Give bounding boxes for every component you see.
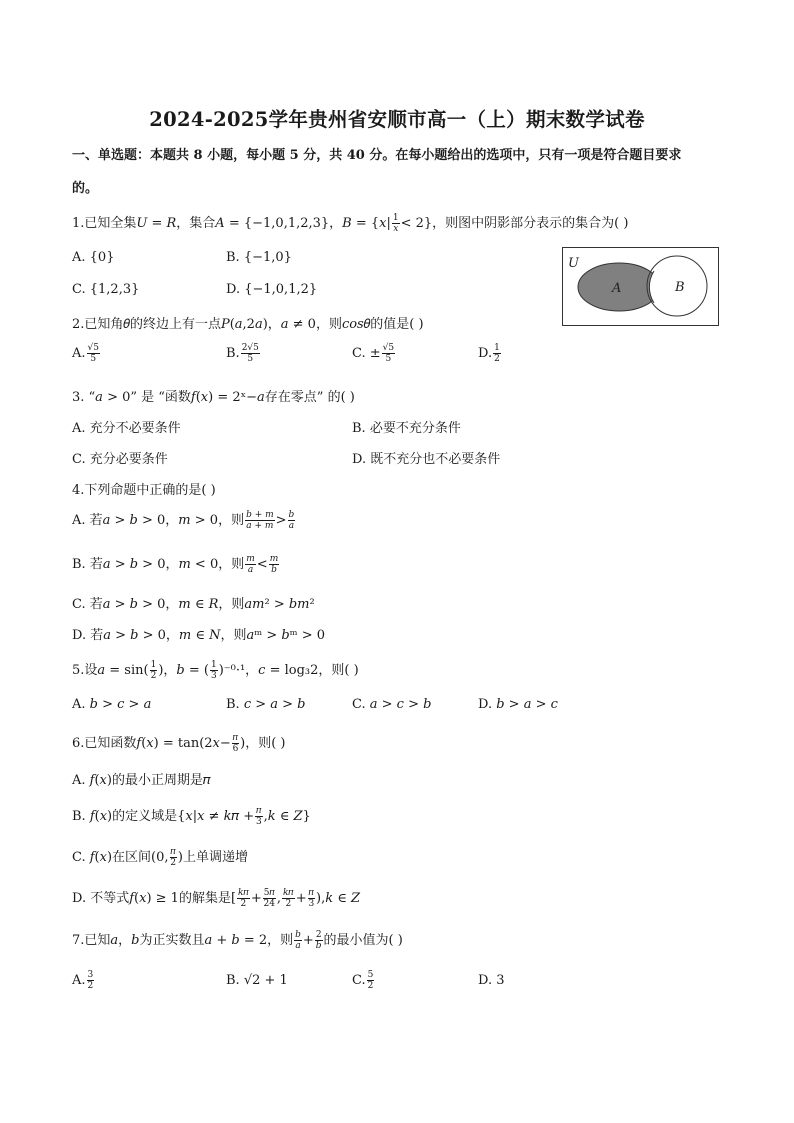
- q7-s2: 的最小值为( ): [323, 933, 403, 948]
- q1-frac-den: 𝑥: [393, 224, 399, 234]
- q2-a-den: 5: [90, 354, 97, 364]
- q6-b-f-num: 𝜋: [256, 806, 262, 816]
- venn-label-b: B: [675, 280, 685, 295]
- q7-mid: +: [302, 933, 314, 948]
- question-4-stem: 4.下列命题中正确的是( ): [72, 483, 216, 498]
- q2-option-a[interactable]: [72, 343, 101, 364]
- q7-c-den: 2: [367, 981, 374, 991]
- q6-c-f-den: 2: [170, 858, 177, 868]
- q4-a-f1-num: 𝑏 + 𝑚: [246, 510, 274, 520]
- q5-option-b[interactable]: B. 𝑐 > 𝑎 > 𝑏: [226, 697, 306, 712]
- q4-b-mid: <: [256, 557, 268, 572]
- q6-d-f1-den: 2: [240, 899, 247, 909]
- q7-f1-den: 𝑎: [295, 941, 301, 951]
- q1-fraction: [392, 213, 400, 234]
- q1-stem-b: < 2}，则图中阴影部分表示的集合为( ): [400, 216, 629, 231]
- q4-option-a[interactable]: [72, 509, 296, 531]
- q5-s3: )⁻⁰·¹，𝑐 = log₃2，则( ): [218, 663, 359, 678]
- q7-f2-num: 2: [315, 930, 322, 940]
- q5-f1-den: 2: [150, 671, 157, 681]
- q5-option-c[interactable]: C. 𝑎 > 𝑐 > 𝑏: [352, 697, 432, 712]
- q6-s2: )，则( ): [240, 736, 286, 751]
- q2-option-b[interactable]: [226, 343, 261, 364]
- venn-label-a: A: [612, 281, 622, 296]
- q4-b-f1-den: 𝑎: [247, 565, 254, 575]
- question-6-stem: [72, 732, 285, 754]
- q2-d-label: D.: [478, 346, 493, 361]
- q7-c-num: 5: [367, 970, 374, 980]
- q4-option-c[interactable]: C. 若𝑎 > 𝑏 > 0，𝑚 ∈ 𝑅，则𝑎𝑚² > 𝑏𝑚²: [72, 597, 315, 612]
- q6-d-s2: ,: [276, 891, 281, 906]
- q1-option-a[interactable]: A. {0}: [72, 250, 115, 265]
- q4-a-f2-num: 𝑏: [288, 510, 295, 520]
- q6-d-f4-den: 3: [308, 899, 315, 909]
- q6-b-post: ,𝑘 ∈ 𝑍}: [263, 809, 311, 824]
- q6-d-f2-den: 24: [263, 899, 275, 909]
- question-7-stem: [72, 929, 403, 951]
- q7-a-num: 3: [87, 970, 94, 980]
- venn-diagram: [562, 247, 720, 327]
- q2-c-num: √5: [382, 343, 395, 353]
- q7-f1-num: 𝑏: [295, 930, 301, 940]
- q3-option-a[interactable]: A. 充分不必要条件: [72, 421, 181, 436]
- q2-a-label: A.: [72, 346, 86, 361]
- q4-option-b[interactable]: [72, 553, 280, 575]
- q6-d-f3-den: 2: [285, 899, 292, 909]
- q6-b-pre: B. 𝑓(𝑥)的定义域是{𝑥|𝑥 ≠ 𝑘𝜋 +: [72, 809, 255, 824]
- q7-option-b[interactable]: B. √2 + 1: [226, 973, 288, 988]
- q2-d-num: 1: [494, 343, 500, 353]
- q2-b-num: 2√5: [241, 343, 259, 353]
- q1-option-c[interactable]: C. {1,2,3}: [72, 282, 140, 297]
- section-header-line1: 一、单选题：本题共 8 小题，每小题 5 分，共 40 分。在每小题给出的选项中，只有一项是符合题目要求: [72, 148, 682, 163]
- q7-option-a[interactable]: [72, 970, 95, 991]
- q2-c-den: 5: [385, 354, 392, 364]
- question-5-stem: [72, 659, 359, 681]
- q3-option-b[interactable]: B. 必要不充分条件: [352, 421, 461, 436]
- q2-b-den: 5: [247, 354, 254, 364]
- q1-option-d[interactable]: D. {−1,0,1,2}: [226, 282, 318, 297]
- q4-a-mid: >: [275, 513, 287, 528]
- q4-a-f1-den: 𝑎 + 𝑚: [246, 521, 274, 531]
- q6-d-post: ),𝑘 ∈ 𝑍: [316, 891, 361, 906]
- q7-a-label: A.: [72, 973, 86, 988]
- q7-option-c[interactable]: [352, 970, 375, 991]
- page-title: 2024-2025学年贵州省安顺市高一（上）期末数学试卷: [149, 108, 645, 131]
- q7-f2-den: 𝑏: [315, 941, 322, 951]
- q4-a-pre: A. 若𝑎 > 𝑏 > 0，𝑚 > 0，则: [72, 513, 245, 528]
- q6-c-post: )上单调递增: [177, 850, 248, 865]
- q4-b-pre: B. 若𝑎 > 𝑏 > 0，𝑚 < 0，则: [72, 557, 245, 572]
- q2-d-den: 2: [494, 354, 500, 364]
- q4-a-f2-den: 𝑎: [288, 521, 295, 531]
- q6-d-f3-num: 𝑘𝜋: [282, 888, 294, 898]
- venn-label-u: U: [568, 256, 579, 271]
- q6-d-f4-num: 𝜋: [308, 888, 315, 898]
- q5-s2: )，𝑏 = (: [158, 663, 209, 678]
- q1-stem-a: 1.已知全集𝑈 = 𝑅，集合𝐴 = {−1,0,1,2,3}，𝐵 = {𝑥|: [72, 216, 391, 231]
- q6-option-b[interactable]: [72, 805, 311, 827]
- q2-b-label: B.: [226, 346, 240, 361]
- q6-f-num: 𝜋: [232, 733, 239, 743]
- q1-frac-num: 1: [392, 213, 399, 223]
- q6-d-s3: +: [295, 891, 307, 906]
- q4-b-f2-den: 𝑏: [271, 565, 277, 575]
- q6-b-f-den: 3: [256, 817, 262, 827]
- q6-s1: 6.已知函数𝑓(𝑥) = tan(2𝑥−: [72, 736, 231, 751]
- q5-f1-num: 1: [150, 660, 157, 670]
- q4-b-f1-num: 𝑚: [246, 554, 255, 564]
- q4-b-f2-num: 𝑚: [269, 554, 279, 564]
- q3-option-c[interactable]: C. 充分必要条件: [72, 452, 168, 467]
- q5-option-a[interactable]: A. 𝑏 > 𝑐 > 𝑎: [72, 697, 152, 712]
- q6-d-f1-num: 𝑘𝜋: [238, 888, 249, 898]
- q6-option-c[interactable]: [72, 846, 248, 868]
- q4-option-d[interactable]: D. 若𝑎 > 𝑏 > 0，𝑚 ∈ 𝑁，则𝑎ᵐ > 𝑏ᵐ > 0: [72, 628, 326, 643]
- q2-option-c[interactable]: [352, 343, 396, 364]
- q2-c-label: C. ±: [352, 346, 381, 361]
- q7-option-d[interactable]: D. 3: [478, 973, 505, 988]
- q5-f2-den: 3: [210, 671, 217, 681]
- q5-option-d[interactable]: D. 𝑏 > 𝑎 > 𝑐: [478, 697, 558, 712]
- q7-a-den: 2: [87, 981, 94, 991]
- q7-s1: 7.已知𝑎，𝑏为正实数且𝑎 + 𝑏 = 2，则: [72, 933, 294, 948]
- question-2-stem: 2.已知角𝜃的终边上有一点𝑃(𝑎,2𝑎)，𝑎 ≠ 0，则𝑐𝑜𝑠𝜃的值是( ): [72, 317, 424, 332]
- q7-c-label: C.: [352, 973, 366, 988]
- q5-s1: 5.设𝑎 = sin(: [72, 663, 149, 678]
- q6-c-f-num: 𝜋: [170, 847, 176, 857]
- q1-option-b[interactable]: B. {−1,0}: [226, 250, 292, 265]
- q2-option-d[interactable]: [478, 343, 502, 364]
- q6-d-f2-num: 5𝜋: [263, 888, 275, 898]
- q6-d-pre: D. 不等式𝑓(𝑥) ≥ 1的解集是[: [72, 891, 237, 906]
- q3-option-d[interactable]: D. 既不充分也不必要条件: [352, 452, 501, 467]
- question-1-stem: [72, 212, 628, 234]
- q6-f-den: 6: [232, 744, 239, 754]
- q6-c-pre: C. 𝑓(𝑥)在区间(0,: [72, 850, 169, 865]
- section-header-line2: 的。: [72, 181, 99, 196]
- question-3-stem: 3. “𝑎 > 0” 是 “函数𝑓(𝑥) = 2ˣ−𝑎存在零点” 的( ): [72, 390, 355, 405]
- q2-a-num: √5: [87, 343, 99, 353]
- q5-f2-num: 1: [210, 660, 217, 670]
- q6-d-s1: +: [250, 891, 262, 906]
- q6-option-a[interactable]: A. 𝑓(𝑥)的最小正周期是𝜋: [72, 773, 211, 788]
- q6-option-d[interactable]: [72, 887, 360, 909]
